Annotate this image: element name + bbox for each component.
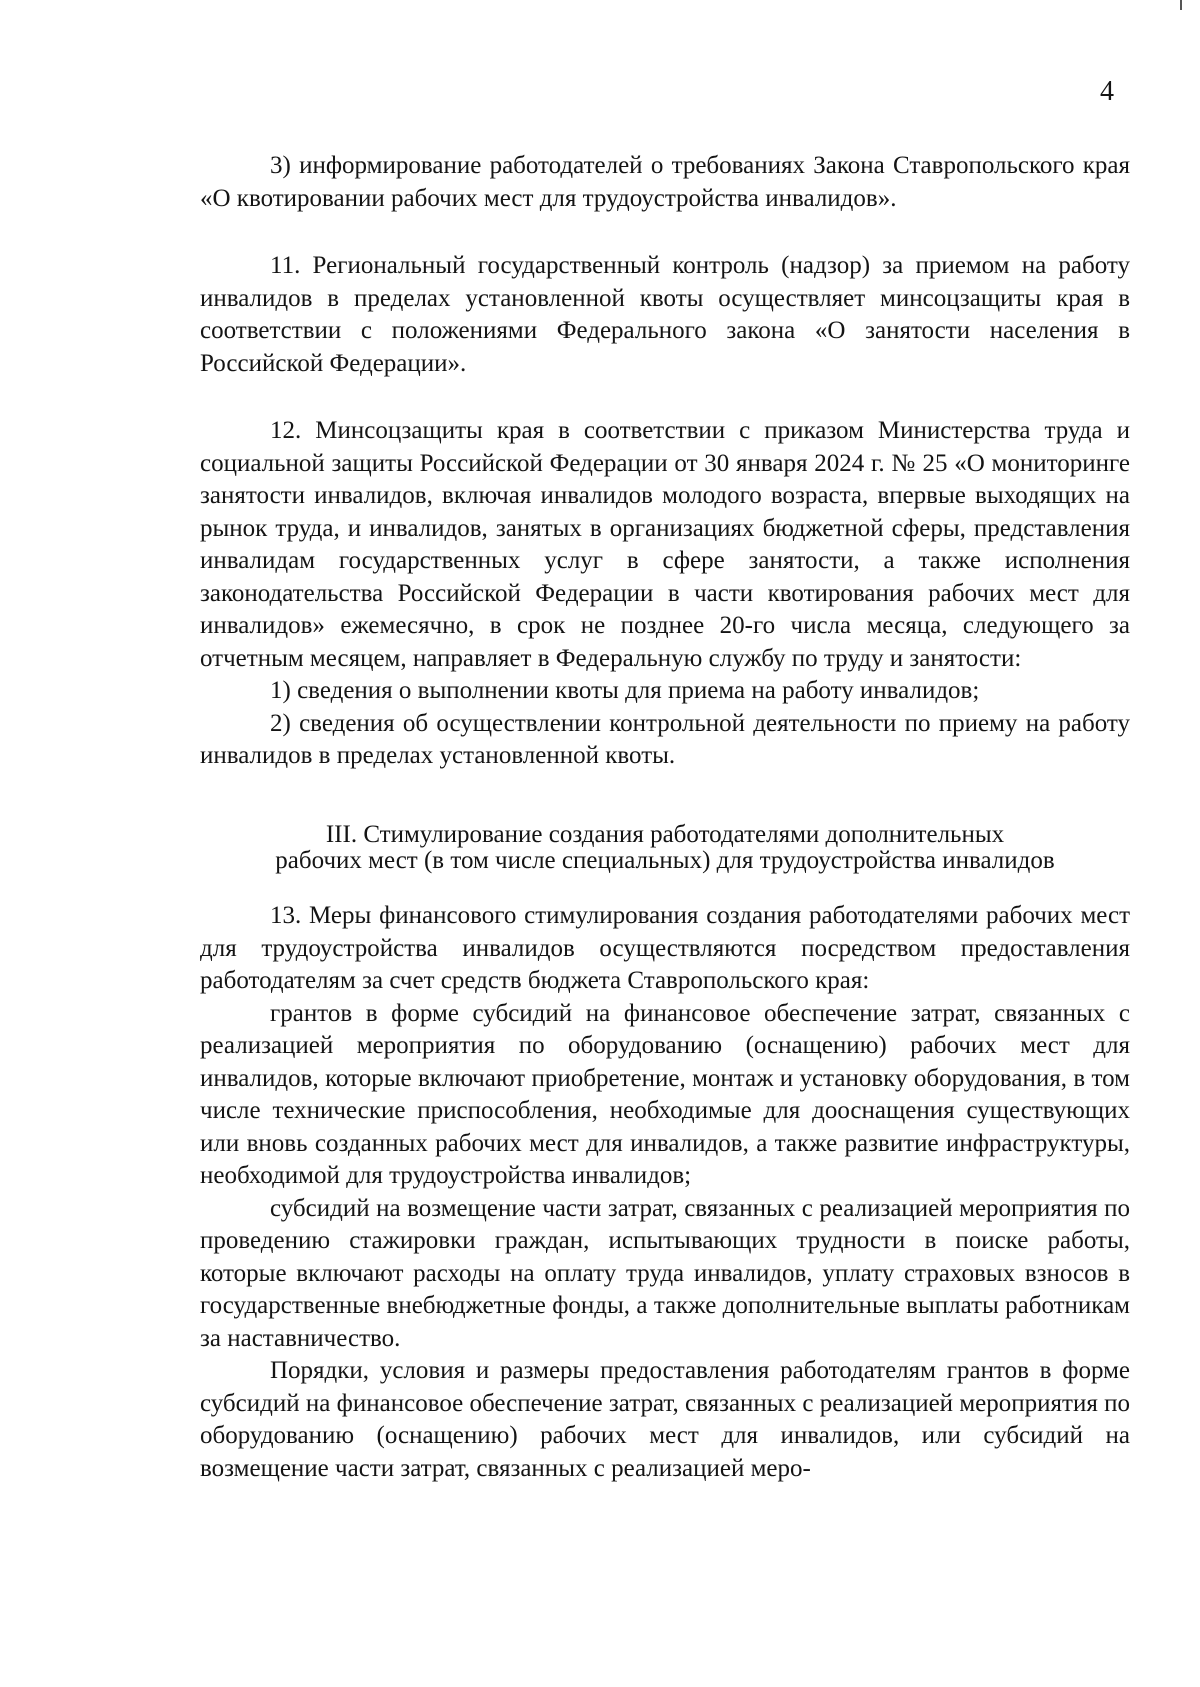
paragraph-12-item-2: 2) сведения об осуществлении контрольной деятельности по приему на работу инвалидов в пределах установленной квоты. [200, 709, 1130, 769]
paragraph-11: 11. Региональный государственный контроль (надзор) за приемом на работу инвалидов в пределах установленной квоты осуществляет минсоцзащиты края в соответствии с положениями Федерального закона «О занятости населения в Российской Федерации». [200, 252, 1130, 377]
page-number: 4 [1100, 76, 1114, 107]
section-heading [200, 822, 1130, 874]
paragraph-13: 13. Меры финансового стимулирования создания работодателями рабочих мест для трудоустройства инвалидов осуществляются посредством предоставления работодателям за счет средств бюджета Ставропольского края: [200, 902, 1130, 994]
body-text-after-heading [200, 900, 1130, 1485]
paragraph-item-3: 3) информирование работодателей о требованиях Закона Ставропольского края «О квотировании рабочих мест для трудоустройства инвалидов». [200, 152, 1130, 212]
section-heading-line-2: рабочих мест (в том числе специальных) для трудоустройства инвалидов [275, 847, 1055, 874]
section-heading-line-1: III. Стимулирование создания работодателями дополнительных [325, 821, 1005, 848]
paragraph-12-item-1: 1) сведения о выполнении квоты для приема на работу инвалидов; [270, 677, 980, 704]
paragraph-procedures: Порядки, условия и размеры предоставления работодателям грантов в форме субсидий на финансовое обеспечение затрат, связанных с реализацией мероприятия по оборудованию (оснащению) рабочих мест для инвалидов, или субсидий на возмещение части затрат, связанных с реализацией меро- [200, 1357, 1130, 1482]
scan-mark [1180, 0, 1182, 10]
paragraph-12: 12. Минсоцзащиты края в соответствии с приказом Министерства труда и социальной защиты Российской Федерации от 30 января 2024 г. № 25 «О мониторинге занятости инвалидов, включая инвалидов молодого возраста, впервые выходящих на рынок труда, и инвалидов, занятых в организациях бюджетной сферы, представления инвалидам государственных услуг в сфере занятости, а также исполнения законодательства Российской Федерации в части квотирования рабочих мест для инвалидов» ежемесячно, в срок не позднее 20-го числа месяца, следующего за отчетным месяцем, направляет в Федеральную службу по труду и занятости: [200, 417, 1130, 672]
paragraph-13-grants: грантов в форме субсидий на финансовое обеспечение затрат, связанных с реализацией мероприятия по оборудованию (оснащению) рабочих мест для инвалидов, которые включают приобретение, монтаж и установку оборудования, в том числе технические приспособления, необходимые для дооснащения существующих или вновь созданных рабочих мест для инвалидов, а также развитие инфраструктуры, необходимой для трудоустройства инвалидов; [200, 999, 1130, 1189]
paragraph-13-subsidies: субсидий на возмещение части затрат, связанных с реализацией мероприятия по проведению стажировки граждан, испытывающих трудности в поиске работы, которые включают расходы на оплату труда инвалидов, уплату страховых взносов в государственные внебюджетные фонды, а также дополнительные выплаты работникам за наставничество. [200, 1194, 1130, 1352]
body-text-before-heading [200, 150, 1130, 773]
